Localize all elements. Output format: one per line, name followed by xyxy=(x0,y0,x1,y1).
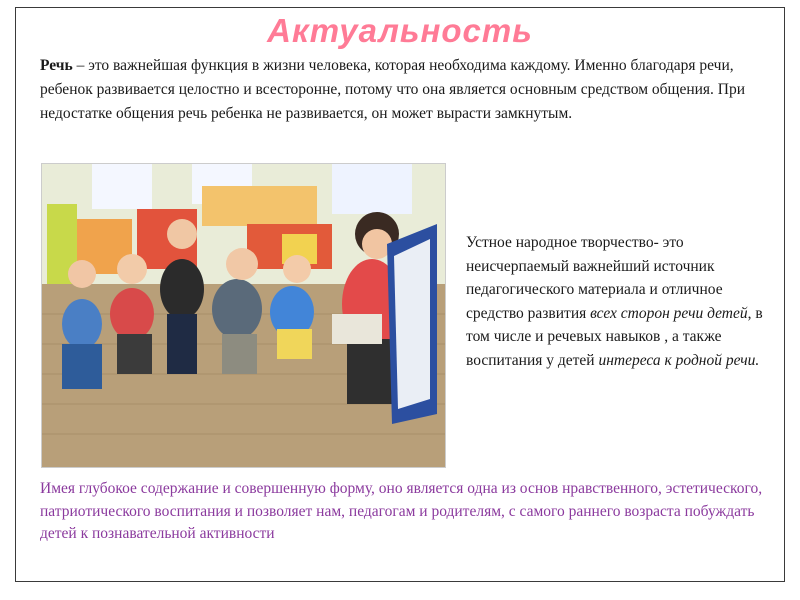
intro-text: – это важнейшая функция в жизни человека, которая необходима каждому. Именно благодаря речи, ребенок развивается целостно и всесторонне, потому что она является основным средством общения. При недостатке общения речь ребенка не развивается, он может вырасти замкнутым. xyxy=(40,57,746,122)
bottom-paragraph: Имея глубокое содержание и совершенную форму, оно является одна из основ нравственного, эстетического, патриотического воспитания и позволяет нам, педагогам и родителям, с самого раннего возраста побуждать детей к познавательной активности xyxy=(40,480,763,542)
classroom-photo xyxy=(41,163,446,468)
slide-frame xyxy=(15,7,785,582)
classroom-photo-image xyxy=(42,164,445,467)
intro-term: Речь xyxy=(40,57,73,74)
slide-title: Актуальность xyxy=(267,12,533,49)
right-text-part2: , в том числе и речевых навыков , а также воспитания у детей xyxy=(466,304,763,369)
right-text-em1: всех сторон речи детей xyxy=(590,304,748,322)
right-text-em2: интереса к родной речи. xyxy=(598,351,760,369)
intro-paragraph xyxy=(40,54,765,126)
right-text-part1: Устное народное творчество- это неисчерпаемый важнейший источник педагогического материала и отличное средство развития xyxy=(466,234,723,322)
right-paragraph xyxy=(466,231,781,372)
